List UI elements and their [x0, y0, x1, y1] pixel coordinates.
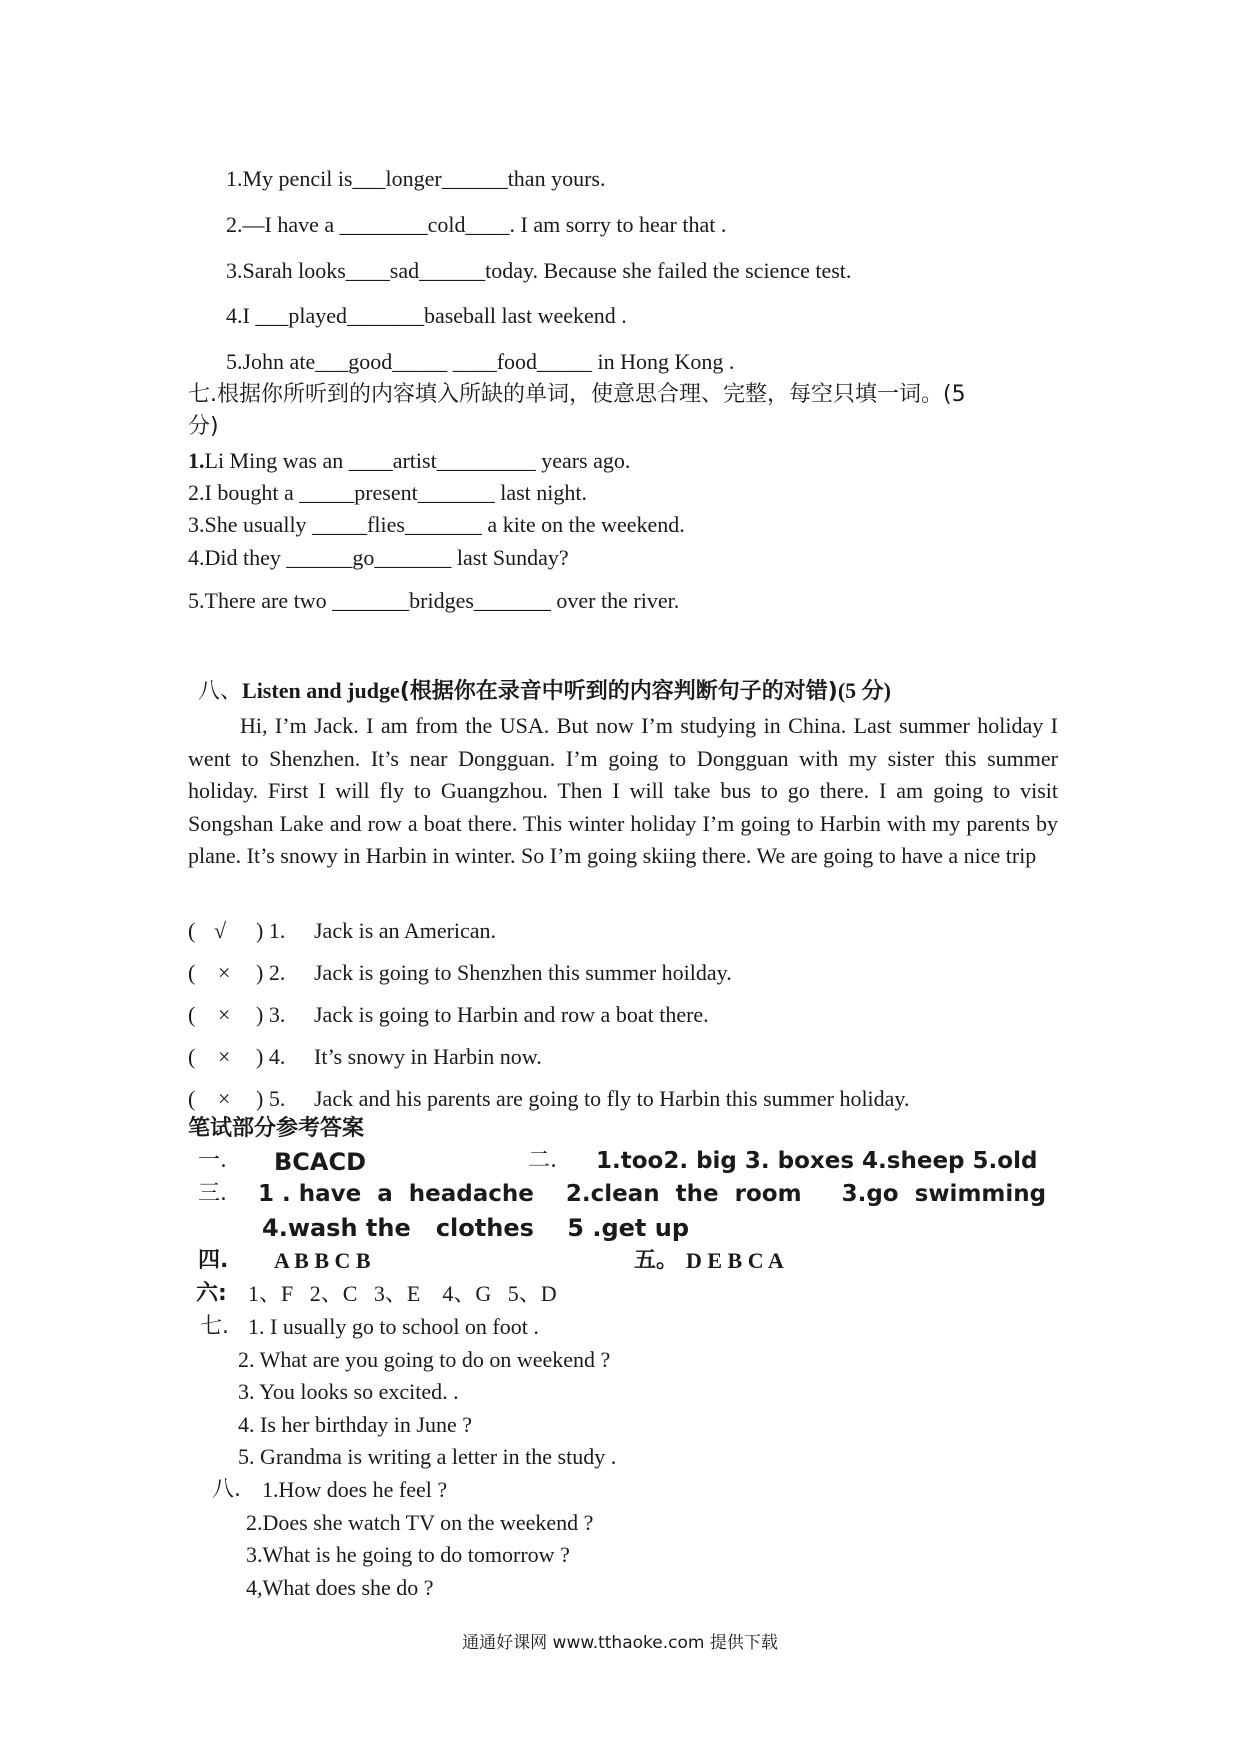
footer-site-name: 通通好课网 — [462, 1633, 548, 1653]
section7-item: 5.There are two _______bridges_______ over the river. — [188, 588, 680, 613]
judgement-mark: × — [218, 1044, 231, 1069]
answer-value-4: A B B C B — [274, 1248, 371, 1273]
page-footer — [0, 1628, 1240, 1653]
answer-label-2: 二. — [528, 1148, 557, 1173]
judgement-mark: × — [218, 1002, 231, 1027]
section7-item-number: 1. — [188, 448, 205, 473]
document-page: 1.My pencil is___longer______than yours. 2.—I have a ________cold____. I am sorry to hear that . 3.Sarah looks____sad______today. Because she failed the science test. 4.I ___played_______baseball last weekend . 5.John ate___good_____ ____food_____ in Hong Kong . 七.根据你所听到的内容填入所缺的单词，使意思合理、完整，每空只填一词。(5 分) 1.Li Ming was an ____artist_________ years ago. 2.I bought a _____present_______ last night. 3.She usually _____flies_______ a kite on the weekend. 4.Did they ______go_______ last Sunday? 5.There are two _______bridges_______ over the river. 八、Listen and judge(根据你在录音中听到的内容判断句子的对错)(5 分) Hi, I’m Jack. I am from the USA. But now I’m studying in China. Last summer holiday I went to Shenzhen. It’s near Dongguan. I’m going to Dongguan with my sister this summer holiday. First I will fly to Guangzhou. Then I will take bus to go there. I am going to visit Songshan Lake and row a boat there. This winter holiday I’m going to Harbin with my parents by plane. It’s snowy in Harbin in winter. So I’m going skiing there. We are going to have a nice trip ( √ ) 1. Jack is an American. ( × ) 2. Jack is going to Shenzhen this summer hoilday. ( × ) 3. Jack is going to Harbin and row a boat there. ( × ) 4. It’s snowy in Harbin now. ( × ) 5. Jack and his parents are going to fly to Harbin this summer holiday. 笔试部分参考答案 一. BCACD 二. 1.too2. big 3. boxes 4.sheep 5.old 三. 1 . have a headache 2.clean the room 3.go swimming 4.wash the clothes 5 .get up 四. A B B C B 五。 D E B C A 六: 1、F 2、C 3、E 4、G 5、D 七. 1. I usually go to school on foot . 2. What are you going to do on weekend ? 3. You looks so excited. . 4. Is her birthday in June ? 5. Grandma is writing a letter in the study . 八. 1.How does he feel ? 2.Does she watch TV on the weekend ? 3.What is he going to do tomorrow ? 4,What does she do ? 通通好课网 www.tthaoke.com 提供下载 — [0, 0, 1240, 1754]
section7-item — [188, 450, 630, 472]
answer-label-4: 四. — [198, 1248, 229, 1273]
section7-item: 4.Did they ______go_______ last Sunday? — [188, 545, 569, 570]
judgement-text: It’s snowy in Harbin now. — [314, 1044, 542, 1069]
judgement-number: ) 2. — [256, 960, 286, 985]
judgement-mark: × — [218, 1086, 231, 1111]
answer-key-title: 笔试部分参考答案 — [188, 1116, 365, 1141]
answer-value-2: 1.too2. big 3. boxes 4.sheep 5.old — [596, 1148, 1038, 1174]
answer-value-6: 1、F 2、C 3、E 4、G 5、D — [248, 1281, 557, 1306]
answer-value-1: BCACD — [274, 1148, 367, 1176]
passage-text: Hi, I’m Jack. I am from the USA. But now I’m studying in China. Last summer holiday I went to Shenzhen. It’s near Dongguan. I’m going to Dongguan with my sister this summer holiday. First I will fly to Guangzhou. Then I will take bus to go there. I am going to visit Songshan Lake and row a boat there. This winter holiday I’m going to Harbin with my parents by plane. It’s snowy in Harbin in winter. So I’m going skiing there. We are going to have a nice trip — [188, 713, 1058, 869]
answer-eight-item: 3.What is he going to do tomorrow ? — [246, 1542, 570, 1567]
answer-value-5: D E B C A — [686, 1248, 784, 1273]
answer-seven-item: 1. I usually go to school on foot . — [248, 1314, 539, 1339]
answer-label-5: 五。 — [634, 1248, 679, 1273]
footer-url: www.tthaoke.com — [552, 1633, 705, 1653]
answer-eight-item: 4,What does she do ? — [246, 1575, 434, 1600]
section7-item: 3.She usually _____flies_______ a kite on the weekend. — [188, 512, 685, 537]
section7-item-text: Li Ming was an ____artist_________ years ago. — [204, 448, 631, 473]
answer-seven-item: 2. What are you going to do on weekend ? — [238, 1347, 611, 1372]
judgement-text: Jack is going to Shenzhen this summer hoilday. — [314, 960, 732, 985]
answer-seven-item: 4. Is her birthday in June ? — [238, 1412, 472, 1437]
answer-seven-item: 5. Grandma is writing a letter in the study . — [238, 1444, 617, 1469]
section6-item: 4.I ___played_______baseball last weekend . — [226, 303, 627, 328]
listening-passage — [188, 710, 1058, 873]
answer-label-6: 六: — [196, 1281, 227, 1306]
answer-label-8: 八. — [212, 1477, 241, 1502]
section6-item: 5.John ate___good_____ ____food_____ in Hong Kong . — [226, 349, 735, 374]
answer-label-1: 一. — [198, 1148, 227, 1173]
section6-item: 1.My pencil is___longer______than yours. — [226, 166, 606, 191]
answer-seven-item: 3. You looks so excited. . — [238, 1379, 459, 1404]
section7-heading: 七.根据你所听到的内容填入所缺的单词，使意思合理、完整，每空只填一词。(5 — [188, 382, 966, 407]
judgement-mark: × — [218, 960, 231, 985]
judgement-text: Jack is an American. — [314, 918, 497, 943]
judgement-number: ) 1. — [256, 918, 286, 943]
judgement-text: Jack and his parents are going to fly to Harbin this summer holiday. — [314, 1086, 910, 1111]
answer-value-3-cont: 4.wash the clothes 5 .get up — [262, 1214, 690, 1242]
section6-item: 2.—I have a ________cold____. I am sorry to hear that . — [226, 212, 727, 237]
answer-label-3: 三. — [198, 1181, 227, 1206]
section6-item: 3.Sarah looks____sad______today. Because she failed the science test. — [226, 258, 852, 283]
judgement-number: ) 5. — [256, 1086, 286, 1111]
answer-eight-item: 2.Does she watch TV on the weekend ? — [246, 1510, 594, 1535]
section7-heading-cont: 分) — [188, 414, 219, 439]
section8-heading: 八、Listen and judge(根据你在录音中听到的内容判断句子的对错)(5 分) — [198, 678, 892, 704]
footer-suffix: 提供下载 — [709, 1633, 778, 1653]
answer-label-7: 七. — [200, 1314, 229, 1339]
judgement-mark: √ — [214, 918, 227, 943]
judgement-text: Jack is going to Harbin and row a boat there. — [314, 1002, 709, 1027]
judgement-number: ) 3. — [256, 1002, 286, 1027]
answer-eight-item: 1.How does he feel ? — [262, 1477, 448, 1502]
section7-item: 2.I bought a _____present_______ last night. — [188, 480, 588, 505]
judgement-number: ) 4. — [256, 1044, 286, 1069]
answer-value-3: 1 . have a headache 2.clean the room 3.go swimming — [258, 1181, 1047, 1207]
